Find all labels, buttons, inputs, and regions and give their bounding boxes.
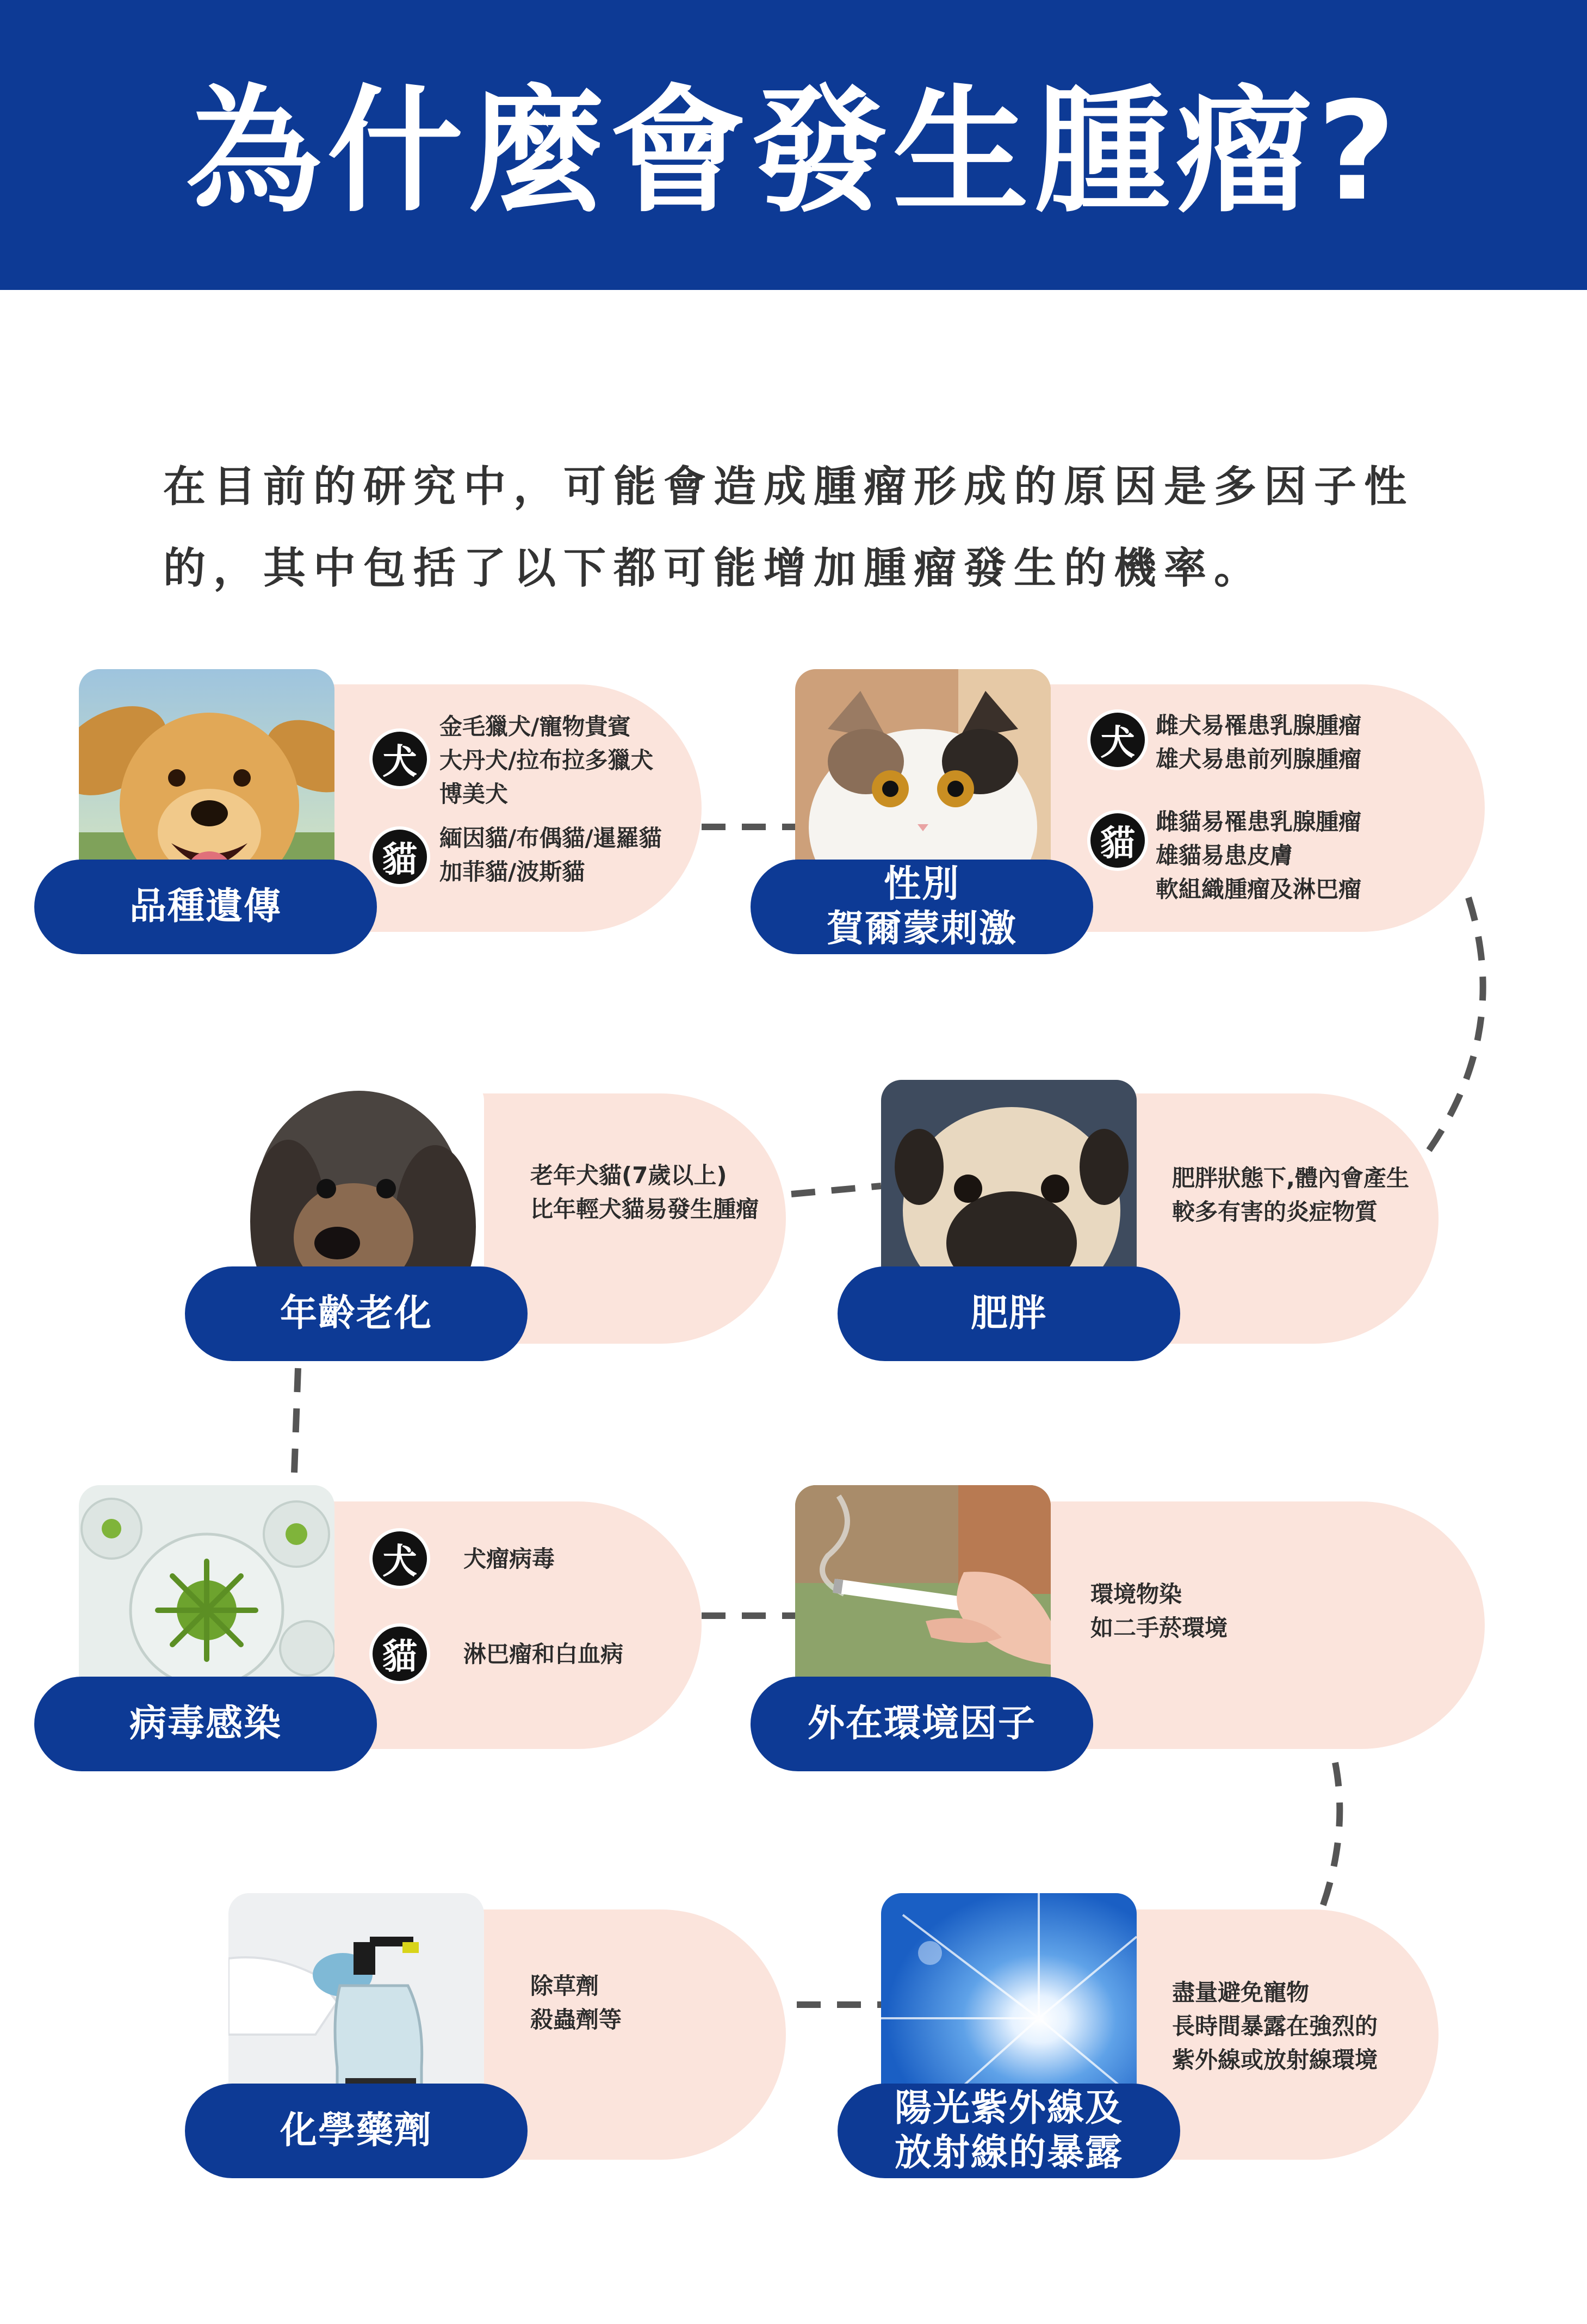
factor-label-environment: 外在環境因子	[751, 1677, 1093, 1771]
cat-badge: 貓	[1090, 813, 1145, 868]
gender-cat-text: 雌貓易罹患乳腺腫瘤 雄貓易患皮膚 軟組織腫瘤及淋巴瘤	[1156, 808, 1362, 903]
factor-label-radiation: 陽光紫外線及 放射線的暴露	[838, 2084, 1180, 2178]
dog-badge: 犬	[373, 1531, 427, 1586]
spray-bottle-photo	[228, 1893, 484, 2111]
factor-label-chemical: 化學藥劑	[185, 2084, 528, 2178]
radiation-text: 盡量避免寵物 長時間暴露在強烈的 紫外線或放射線環境	[1172, 1979, 1378, 2073]
dog-badge: 犬	[373, 732, 427, 786]
breed-cat-text: 緬因貓/布偶貓/暹羅貓 加菲貓/波斯貓	[439, 825, 662, 885]
dog-badge: 犬	[1090, 713, 1145, 767]
cat-badge: 貓	[373, 830, 427, 884]
virus-dog-text: 犬瘤病毒	[463, 1546, 555, 1572]
factor-label-age: 年齡老化	[185, 1266, 528, 1361]
gender-dog-text: 雌犬易罹患乳腺腫瘤 雄犬易患前列腺腫瘤	[1156, 712, 1362, 772]
virus-cat-text: 淋巴瘤和白血病	[463, 1641, 624, 1667]
sunlight-photo	[881, 1893, 1137, 2111]
factor-label-breed: 品種遺傳	[34, 860, 377, 954]
factor-label-obesity: 肥胖	[838, 1266, 1180, 1361]
chemical-text: 除草劑 殺蟲劑等	[530, 1973, 622, 2033]
intro-line-1: 在目前的研究中，可能會造成腫瘤形成的原因是多因子性	[163, 462, 1415, 511]
pug-photo	[881, 1080, 1137, 1297]
factor-label-virus: 病毒感染	[34, 1677, 377, 1771]
virus-photo	[79, 1485, 334, 1703]
obesity-text: 肥胖狀態下,體內會產生 較多有害的炎症物質	[1172, 1165, 1409, 1225]
old-dog-photo	[228, 1080, 484, 1297]
cat-badge: 貓	[373, 1627, 427, 1681]
white-cat-photo	[795, 669, 1051, 887]
age-text: 老年犬貓(7歲以上) 比年輕犬貓易發生腫瘤	[530, 1162, 759, 1222]
golden-retriever-photo	[79, 669, 334, 887]
environment-text: 環境物染 如二手菸環境	[1090, 1581, 1228, 1641]
cigarette-photo	[795, 1485, 1051, 1703]
breed-dog-text: 金毛獵犬/寵物貴賓 大丹犬/拉布拉多獵犬 博美犬	[439, 713, 654, 807]
factor-label-gender: 性別 賀爾蒙刺激	[751, 860, 1093, 954]
intro-line-2: 的，其中包括了以下都可能增加腫瘤發生的機率。	[163, 544, 1264, 593]
page-title: 為什麼會發生腫瘤?	[185, 72, 1402, 231]
